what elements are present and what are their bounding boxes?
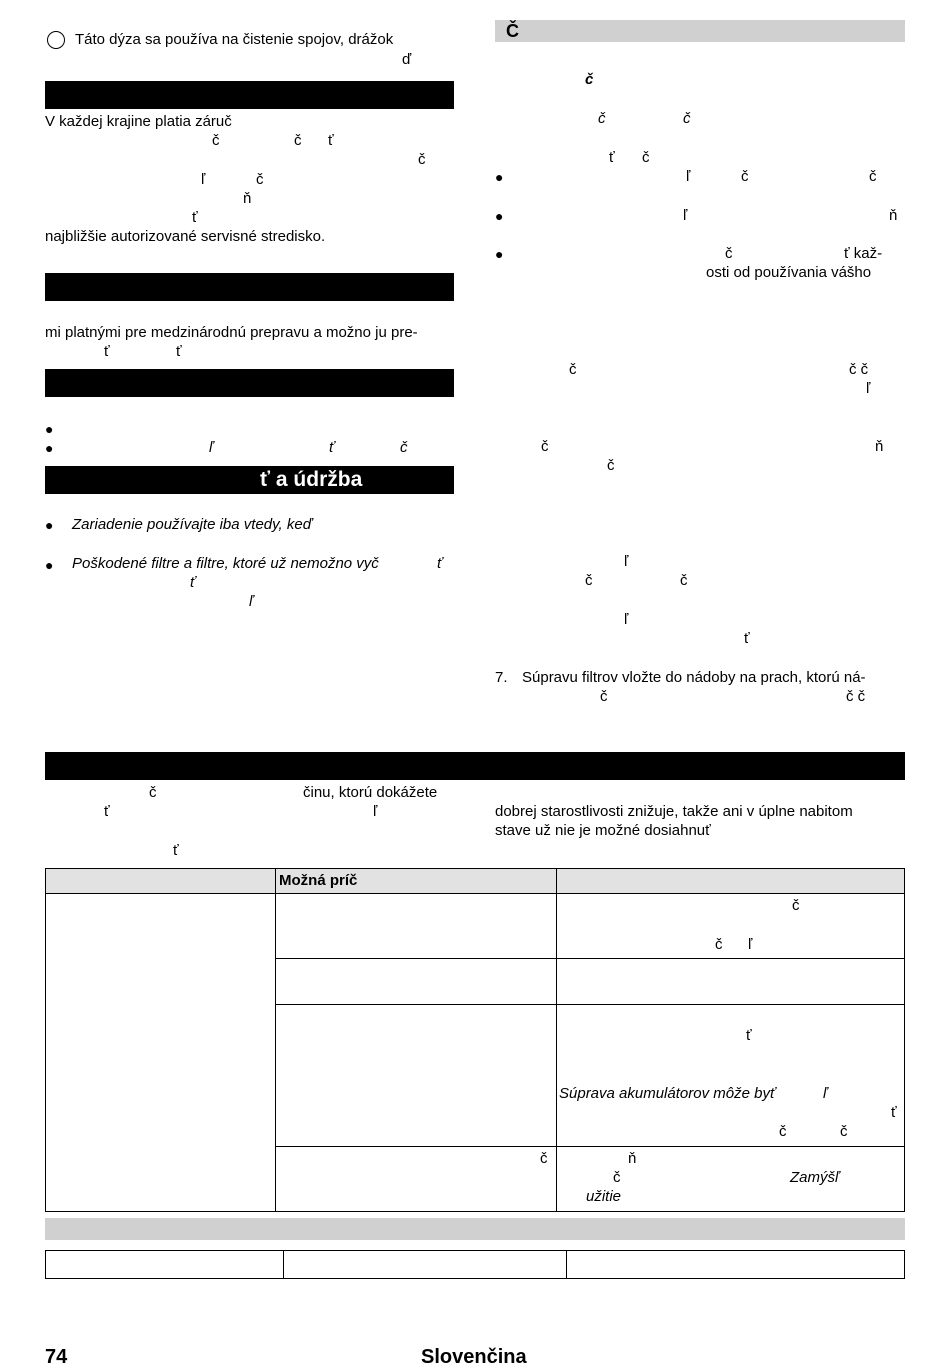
warranty-line2a: č	[212, 132, 220, 149]
r3c3c: ť	[891, 1104, 897, 1121]
storage-item2a: ľ	[209, 439, 214, 456]
right-p3a: ť	[609, 149, 615, 166]
table-row	[46, 894, 905, 959]
right-p3b: č	[642, 149, 650, 166]
intro-right-2: stave už nie je možné dosiahnuť	[495, 822, 711, 839]
tech-data-table	[45, 1250, 905, 1279]
maintenance-heading: ť a údržba	[260, 468, 363, 491]
r4c2: č	[540, 1150, 548, 1167]
table-cell	[276, 894, 557, 959]
r1c3b: č	[715, 936, 723, 953]
right-b1a: ľ	[686, 168, 691, 185]
right-s2c: č	[607, 457, 615, 474]
table-cell	[276, 1005, 557, 1147]
r3c3-italic-b: ľ	[823, 1085, 828, 1102]
right-b1b: č	[741, 168, 749, 185]
warranty-line1: V každej krajine platia záruč	[45, 113, 232, 130]
table-header-row	[46, 869, 905, 894]
r3c3-italic: Súprava akumulátorov môže byť	[559, 1085, 776, 1102]
troubleshooting-table	[45, 868, 905, 1212]
intro-right-1: dobrej starostlivosti znižuje, takže ani v úplne nabitom	[495, 803, 853, 820]
table-cell	[557, 1147, 905, 1212]
right-s4b: ť	[744, 630, 750, 647]
right-b3a: č	[725, 245, 733, 262]
r4c3a: ň	[628, 1150, 637, 1167]
step7-number: 7.	[495, 669, 508, 686]
troubleshooting-heading-bar	[45, 752, 905, 780]
transport-line2a: ť	[104, 343, 110, 360]
warranty-line7: najbližšie autorizované servisné stredisko.	[45, 228, 326, 245]
language-label: Slovenčina	[421, 1346, 527, 1368]
right-heading-char: Č	[506, 21, 519, 41]
right-s3a: ľ	[624, 553, 629, 570]
transport-line2b: ť	[176, 343, 182, 360]
storage-heading-bar	[45, 369, 454, 397]
step7-line2b: č č	[846, 688, 866, 705]
maint-item2c: ť	[190, 574, 196, 591]
table-cell	[46, 1251, 284, 1279]
right-s1a: č	[569, 361, 577, 378]
table-header-cell	[557, 869, 905, 894]
intro-left-1b: činu, ktorú dokážete	[303, 784, 438, 801]
table-cell	[276, 1147, 557, 1212]
storage-item2c: č	[400, 439, 408, 456]
tech-data-heading-bar	[45, 1218, 905, 1240]
r4c3b: č	[613, 1169, 621, 1186]
bullet-icon: ●	[45, 440, 54, 456]
right-heading-bar	[495, 20, 905, 42]
right-s2a: č	[541, 438, 549, 455]
page-number: 74	[45, 1346, 68, 1368]
step7-line2a: č	[600, 688, 608, 705]
bullet-icon: ●	[45, 517, 54, 533]
table-cell	[46, 894, 276, 1212]
table-row	[46, 1251, 905, 1279]
right-b3c: osti od používania vášho	[706, 264, 872, 281]
warranty-line4a: ľ	[201, 171, 206, 188]
warranty-line2c: ť	[328, 132, 334, 149]
storage-item2b: ť	[329, 439, 335, 456]
intro-left-2a: ť	[104, 803, 110, 820]
right-s1c: ľ	[866, 380, 871, 397]
right-b2b: ň	[889, 207, 898, 224]
bullet-icon: ●	[495, 169, 504, 185]
right-b1c: č	[869, 168, 877, 185]
maint-item2: Poškodené filtre a filtre, ktoré už nemožno vyč	[72, 555, 379, 572]
table-cell	[557, 1005, 905, 1147]
right-p2a: č	[598, 110, 606, 127]
r1c3c: ľ	[748, 936, 753, 953]
bullet-icon: ●	[495, 246, 504, 262]
maint-item1: Zariadenie používajte iba vtedy, keď	[72, 516, 313, 533]
r3c3e: č	[840, 1123, 848, 1140]
table-cell	[557, 959, 905, 1005]
warranty-line4b: č	[256, 171, 264, 188]
right-s4a: ľ	[624, 611, 629, 628]
intro-left-2b: ľ	[373, 803, 378, 820]
maint-item2d: ľ	[249, 593, 254, 610]
table-cell	[557, 894, 905, 959]
maintenance-heading-bar	[45, 466, 454, 494]
r3c3a: ť	[746, 1027, 752, 1044]
table-cell	[567, 1251, 905, 1279]
maint-item2b: ť	[437, 555, 443, 572]
warranty-line2b: č	[294, 132, 302, 149]
warranty-heading-bar	[45, 81, 454, 109]
bullet-icon: ●	[495, 208, 504, 224]
right-b2a: ľ	[683, 207, 688, 224]
warranty-line6: ť	[192, 209, 198, 226]
circle-icon	[47, 31, 65, 49]
right-p1: č	[585, 71, 594, 88]
right-p2b: č	[683, 110, 691, 127]
intro-left-3: ť	[173, 842, 179, 859]
table-header-cell	[46, 869, 276, 894]
r4c3-italic2: užitie	[586, 1188, 622, 1205]
table-cell	[284, 1251, 567, 1279]
table-cell	[276, 959, 557, 1005]
intro-left-1a: č	[149, 784, 157, 801]
nozzle-text-1: Táto dýza sa používa na čistenie spojov, drážok	[75, 31, 394, 48]
bullet-icon: ●	[45, 557, 54, 573]
right-b3b: ť kaž-	[844, 245, 883, 262]
r4c3-italic1: Zamýšľ	[790, 1169, 840, 1186]
r1c3a: č	[792, 897, 800, 914]
step7-line1: Súpravu filtrov vložte do nádoby na prach, ktorú ná-	[522, 669, 866, 686]
warranty-line5: ň	[243, 190, 252, 207]
right-s3b: č	[585, 572, 593, 589]
right-s3c: č	[680, 572, 688, 589]
bullet-icon: ●	[45, 421, 54, 437]
table-header-cell: Možná príč	[276, 869, 557, 894]
right-s1b: č č	[849, 361, 869, 378]
right-s2b: ň	[875, 438, 884, 455]
transport-line1: mi platnými pre medzinárodnú prepravu a možno ju pre-	[45, 324, 418, 341]
nozzle-text-2: ď	[402, 51, 412, 68]
warranty-line3: č	[418, 151, 426, 168]
r3c3d: č	[779, 1123, 787, 1140]
transport-heading-bar	[45, 273, 454, 301]
